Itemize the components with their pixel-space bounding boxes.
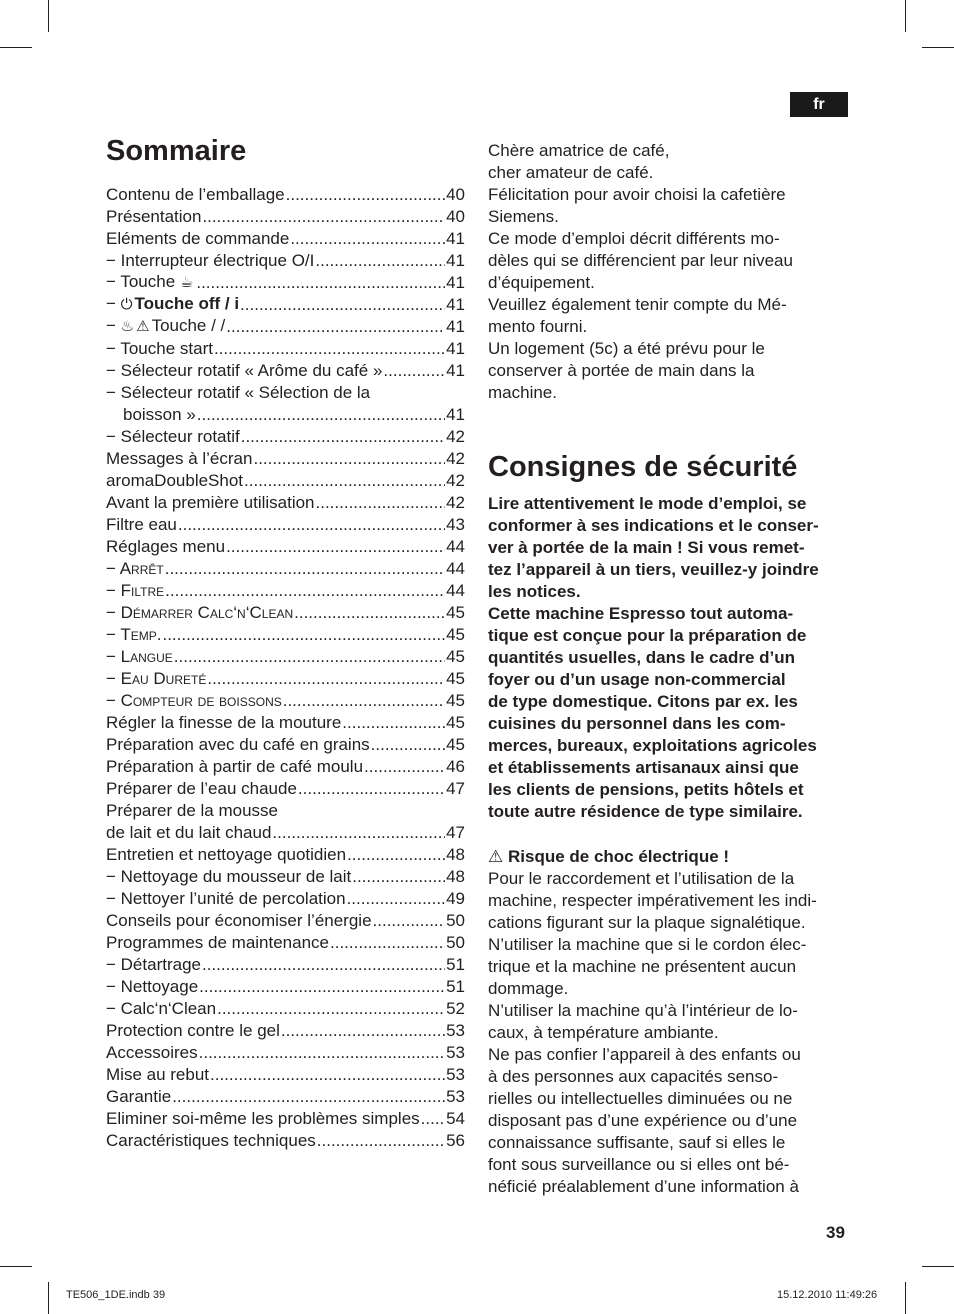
toc-entry[interactable]: − Touche start ..... 41 <box>106 338 465 360</box>
crop-mark <box>48 1282 49 1314</box>
toc-entry[interactable]: Avant la première utilisation ..... 42 <box>106 492 465 514</box>
toc-entry-wrapped: Préparer de la mousse <box>106 801 278 820</box>
toc-entry[interactable]: Mise au rebut ..... 53 <box>106 1064 465 1086</box>
safety-title: Consignes de sécurité <box>488 451 798 483</box>
crop-mark <box>922 47 954 48</box>
safety-body <box>488 846 850 1198</box>
safety-line: de type domestique. Citons par ex. les <box>488 692 798 711</box>
body-line: caux, à température ambiante. <box>488 1023 719 1042</box>
footer-timestamp: 15.12.2010 11:49:26 <box>777 1289 878 1301</box>
toc-entry[interactable]: Programmes de maintenance ..... 50 <box>106 932 465 954</box>
cup-icon: ☕ <box>179 274 194 291</box>
power-icon: ⏻ <box>120 296 133 313</box>
intro-line: mento fourni. <box>488 317 588 336</box>
safety-line: toute autre résidence de type similaire. <box>488 802 803 821</box>
table-of-contents <box>106 184 465 1152</box>
toc-entry[interactable]: aromaDoubleShot ..... 42 <box>106 470 465 492</box>
intro-line: Veuillez également tenir compte du Mé- <box>488 295 787 314</box>
toc-entry[interactable]: de lait et du lait chaud ..... 47 <box>106 822 465 844</box>
crop-mark <box>905 0 906 32</box>
toc-entry[interactable]: Eliminer soi-même les problèmes simples ..... 54 <box>106 1108 465 1130</box>
intro-line: machine. <box>488 383 557 402</box>
safety-line: ver à portée de la main ! Si vous remet- <box>488 538 805 557</box>
page-number: 39 <box>826 1223 845 1242</box>
warning-icon: ⚠ <box>488 847 504 866</box>
safety-line: les notices. <box>488 582 581 601</box>
intro-line: d’équipement. <box>488 273 595 292</box>
intro-line: conserver à portée de main dans la <box>488 361 755 380</box>
body-line: Pour le raccordement et l’utilisation de la <box>488 869 795 888</box>
toc-entry[interactable]: Filtre eau ..... 43 <box>106 514 465 536</box>
toc-entry[interactable]: Eléments de commande ..... 41 <box>106 228 465 250</box>
toc-entry[interactable]: − Nettoyage ..... 51 <box>106 976 465 998</box>
toc-entry[interactable]: − Détartrage ..... 51 <box>106 954 465 976</box>
crop-mark <box>905 1282 906 1314</box>
toc-entry[interactable]: Entretien et nettoyage quotidien ..... 48 <box>106 844 465 866</box>
crop-mark <box>0 47 32 48</box>
toc-entry[interactable]: − Langue ..... 45 <box>106 646 465 668</box>
body-line: font sous surveillance ou si elles ont bé- <box>488 1155 790 1174</box>
toc-entry[interactable]: Garantie ..... 53 <box>106 1086 465 1108</box>
warning-heading: ⚠ Risque de choc électrique ! <box>488 847 730 866</box>
safety-line: et établissements artisanaux ainsi que <box>488 758 799 777</box>
safety-line: tez l’appareil à un tiers, veuillez-y joindre <box>488 560 819 579</box>
toc-entry[interactable]: boisson » ..... 41 <box>106 404 465 426</box>
crop-mark <box>0 1266 32 1267</box>
toc-entry[interactable]: − Filtre ..... 44 <box>106 580 465 602</box>
toc-entry[interactable]: Messages à l’écran ..... 42 <box>106 448 465 470</box>
body-line: cations figurant sur la plaque signalétique. <box>488 913 806 932</box>
safety-line: quantités usuelles, dans le cadre d’un <box>488 648 796 667</box>
intro-text <box>488 140 850 404</box>
safety-line: cuisines du personnel dans les com- <box>488 714 786 733</box>
safety-intro <box>488 493 850 823</box>
intro-line: Félicitation pour avoir choisi la cafetière <box>488 185 786 204</box>
intro-line: Un logement (5c) a été prévu pour le <box>488 339 765 358</box>
body-line: Ne pas confier l’appareil à des enfants ou <box>488 1045 801 1064</box>
body-line: N’utiliser la machine que si le cordon élec- <box>488 935 807 954</box>
toc-entry[interactable]: Régler la finesse de la mouture ..... 45 <box>106 712 465 734</box>
toc-entry[interactable]: Présentation ..... 40 <box>106 206 465 228</box>
toc-entry[interactable]: − ⏻ Touche off / i ..... 41 <box>106 294 465 316</box>
toc-entry[interactable]: − Nettoyage du mousseur de lait ..... 48 <box>106 866 465 888</box>
toc-entry[interactable]: Préparation avec du café en grains ..... 45 <box>106 734 465 756</box>
toc-entry[interactable]: Préparer de l’eau chaude ..... 47 <box>106 778 465 800</box>
safety-line: les clients de pensions, petits hôtels et <box>488 780 804 799</box>
crop-mark <box>48 0 49 32</box>
toc-entry[interactable]: − Compteur de boissons ..... 45 <box>106 690 465 712</box>
toc-entry[interactable]: − Interrupteur électrique O/I ..... 41 <box>106 250 465 272</box>
body-line: trique et la machine ne présentent aucun <box>488 957 797 976</box>
intro-line: Siemens. <box>488 207 559 226</box>
toc-entry[interactable]: − Temp. ..... 45 <box>106 624 465 646</box>
body-line: néficié préalablement d’une information à <box>488 1177 799 1196</box>
toc-entry[interactable]: Préparation à partir de café moulu ..... 46 <box>106 756 465 778</box>
footer-file: TE506_1DE.indb 39 <box>66 1289 166 1301</box>
toc-entry-wrapped: − Sélecteur rotatif « Sélection de la <box>106 382 465 404</box>
toc-entry[interactable]: − Eau Dureté ..... 45 <box>106 668 465 690</box>
toc-entry[interactable]: − Arrêt ..... 44 <box>106 558 465 580</box>
safety-line: foyer ou d’un usage non-commercial <box>488 670 786 689</box>
toc-entry[interactable]: Réglages menu ..... 44 <box>106 536 465 558</box>
intro-line: dèles qui se différencient par leur niveau <box>488 251 793 270</box>
toc-entry[interactable]: − Sélecteur rotatif ..... 42 <box>106 426 465 448</box>
toc-entry[interactable]: − Calc‘n‘Clean ..... 52 <box>106 998 465 1020</box>
safety-line: tique est conçue pour la préparation de <box>488 626 807 645</box>
toc-entry[interactable]: Accessoires ..... 53 <box>106 1042 465 1064</box>
intro-line: Chère amatrice de café, <box>488 141 670 160</box>
toc-entry[interactable]: Contenu de l’emballage ..... 40 <box>106 184 465 206</box>
toc-title: Sommaire <box>106 135 247 167</box>
toc-entry[interactable]: − ♨ ⚠ Touche / / ..... 41 <box>106 316 465 338</box>
warning-icon: ⚠ <box>136 318 150 335</box>
crop-mark <box>922 1266 954 1267</box>
body-line: à des personnes aux capacités senso- <box>488 1067 779 1086</box>
safety-line: merces, bureaux, exploitations agricoles <box>488 736 817 755</box>
steam-icon: ♨ <box>120 318 135 335</box>
toc-entry[interactable]: Conseils pour économiser l’énergie ..... 50 <box>106 910 465 932</box>
safety-line: conformer à ses indications et le conser- <box>488 516 819 535</box>
body-line: disposant pas d’une expérience ou d’une <box>488 1111 798 1130</box>
language-badge: fr <box>790 92 848 117</box>
intro-line: Ce mode d’emploi décrit différents mo- <box>488 229 780 248</box>
body-line: rielles ou intellectuelles diminuées ou ne <box>488 1089 793 1108</box>
toc-entry[interactable]: − Touche ☕ ..... 41 <box>106 272 465 294</box>
safety-line: Cette machine Espresso tout automa- <box>488 604 794 623</box>
toc-entry[interactable]: − Nettoyer l’unité de percolation ..... 49 <box>106 888 465 910</box>
toc-entry[interactable]: − Sélecteur rotatif « Arôme du café » ..... 41 <box>106 360 465 382</box>
intro-line: cher amateur de café. <box>488 163 654 182</box>
toc-entry[interactable]: Caractéristiques techniques ..... 56 <box>106 1130 465 1152</box>
toc-entry[interactable]: − Démarrer Calc‘n‘Clean ..... 45 <box>106 602 465 624</box>
body-line: machine, respecter impérativement les indi- <box>488 891 817 910</box>
body-line: connaissance suffisante, sauf si elles le <box>488 1133 786 1152</box>
body-line: dommage. <box>488 979 569 998</box>
toc-entry[interactable]: Protection contre le gel ..... 53 <box>106 1020 465 1042</box>
body-line: N’utiliser la machine qu’à l’intérieur de lo- <box>488 1001 798 1020</box>
safety-line: Lire attentivement le mode d’emploi, se <box>488 494 807 513</box>
